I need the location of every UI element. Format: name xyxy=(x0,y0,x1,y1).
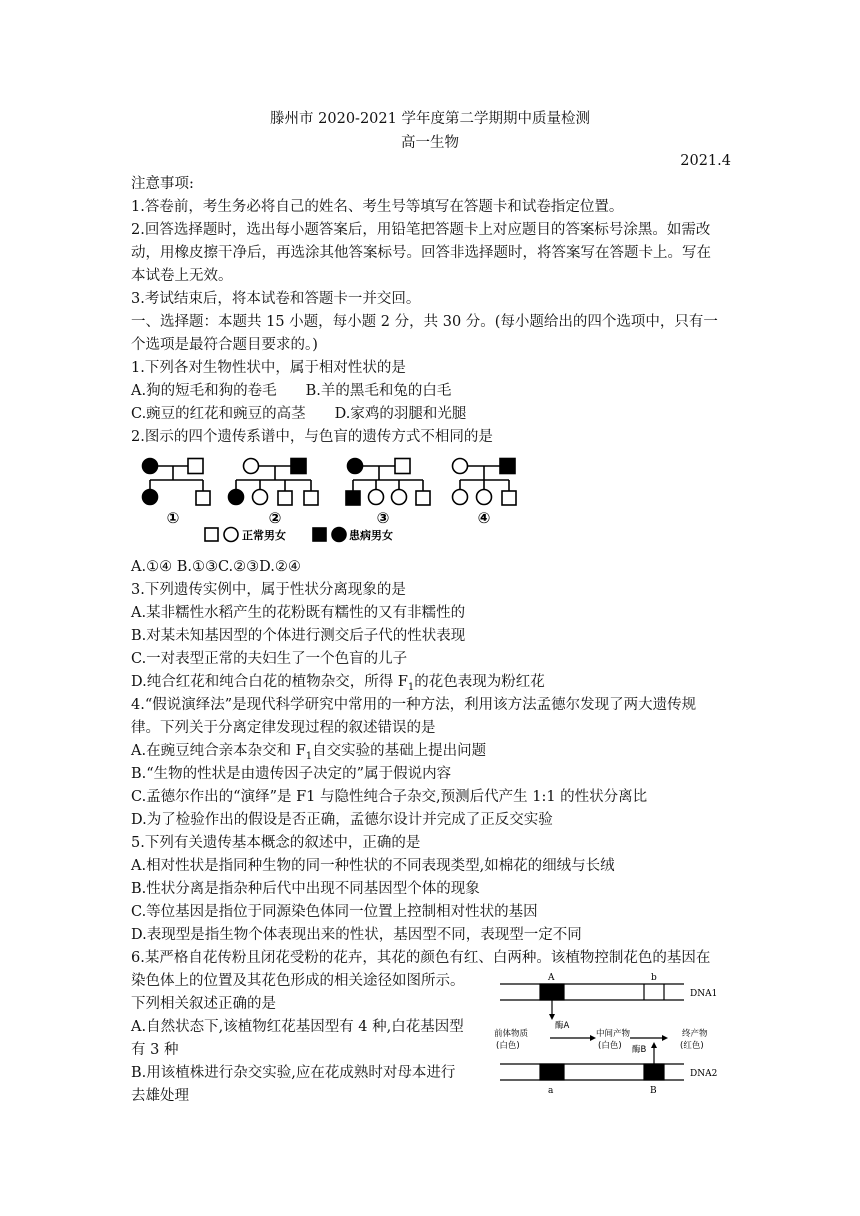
q2-options: A.①④ B.①③C.②③D.②④ xyxy=(131,559,301,575)
q6-stem-1: 6.某严格自花传粉且闭花受粉的花卉，其花的颜色有红、白两种。该植物控制花色的基因在 xyxy=(131,950,711,966)
intermediate-label: 中间产物 xyxy=(596,1029,631,1039)
gene-A-label: A xyxy=(548,973,555,983)
p1-daughter-affected xyxy=(143,490,158,505)
q5-option-a: A.相对性状是指同种生物的同一种性状的不同表现类型,如棉花的细绒与长绒 xyxy=(131,858,615,874)
exam-subject: 高一生物 xyxy=(401,135,459,151)
notice-item-1: 1.答卷前，考生务必将自己的姓名、考生号等填写在答题卡和试卷指定位置。 xyxy=(131,199,624,215)
p2-daughter-affected xyxy=(229,490,244,505)
exam-title: 滕州市 2020-2021 学年度第二学期期中质量检测 xyxy=(270,111,590,127)
section-heading-1: 一、选择题：本题共 15 小题，每小题 2 分，共 30 分。(每小题给出的四个选项中，只有一 xyxy=(131,314,718,330)
q4-stem-2: 律。下列关于分离定律发现过程的叙述错误的是 xyxy=(131,720,436,736)
notice-item-2b: 动，用橡皮擦干净后，再选涂其他答案标号。回答非选择题时，将答案写在答题卡上。写在 xyxy=(131,245,711,261)
q4-option-b: B.“生物的性状是由遗传因子决定的”属于假说内容 xyxy=(131,766,452,782)
legend-affected-male xyxy=(313,528,326,541)
pedigree-figure xyxy=(133,452,525,547)
section-heading-2: 个选项是最符合题目要求的。) xyxy=(131,337,318,353)
q6-option-b-1: B.用该植株进行杂交实验,应在花成熟时对母本进行 xyxy=(131,1065,456,1081)
pedigree-label-2: ② xyxy=(268,509,282,527)
p2-mother-normal xyxy=(244,459,259,474)
p2-son-normal-2 xyxy=(304,491,318,505)
q2-stem: 2.图示的四个遗传系谱中，与色盲的遗传方式不相同的是 xyxy=(131,429,493,445)
q5-option-b: B.性状分离是指杂种后代中出现不同基因型个体的现象 xyxy=(131,881,480,897)
p3-father-normal xyxy=(395,459,410,474)
p1-father-normal xyxy=(188,459,203,474)
p1-mother-affected xyxy=(143,459,158,474)
q4-option-a: A.在豌豆纯合亲本杂交和 $F_1$自交实验的基础上提出问题 xyxy=(131,743,487,762)
gene-A-block xyxy=(540,984,564,1000)
q4-stem-1: 4.“假说演绎法”是现代科学研究中常用的一种方法，利用该方法孟德尔发现了两大遗传规 xyxy=(131,697,697,713)
enzyme-A-label: 酶A xyxy=(555,1021,570,1031)
p4-father-affected xyxy=(500,459,515,474)
p2-daughter-normal-1 xyxy=(253,490,268,505)
p3-daughter-normal-2 xyxy=(392,490,407,505)
q3-option-c: C.一对表型正常的夫妇生了一个色盲的儿子 xyxy=(131,651,408,667)
dna2-label: DNA2 xyxy=(690,1069,718,1079)
q6-option-a-1: A.自然状态下,该植物红花基因型有 4 种,白花基因型 xyxy=(131,1019,464,1035)
q6-stem-2: 染色体上的位置及其花色形成的相关途径如图所示。 xyxy=(131,973,465,989)
legend-normal-male xyxy=(205,528,218,541)
final-product-color: (红色) xyxy=(680,1041,704,1051)
enzyme-B-label: 酶B xyxy=(632,1045,647,1055)
pedigree-label-1: ① xyxy=(166,509,180,527)
gene-b-label: b xyxy=(651,973,657,983)
q5-option-d: D.表现型是指生物个体表现出来的性状，基因型不同，表现型一定不同 xyxy=(131,927,582,943)
p3-son-affected xyxy=(346,491,360,505)
precursor-label: 前体物质 xyxy=(494,1029,529,1039)
precursor-color: (白色) xyxy=(496,1041,520,1051)
p4-son-normal xyxy=(502,491,516,505)
gene-pathway-figure xyxy=(492,968,732,1096)
q6-option-b-2: 去雄处理 xyxy=(131,1088,189,1104)
pedigree-label-3: ③ xyxy=(376,509,390,527)
p4-mother-normal xyxy=(453,459,468,474)
p4-daughter-normal-1 xyxy=(453,490,468,505)
p2-father-affected xyxy=(291,459,306,474)
gene-B-label: B xyxy=(650,1086,657,1096)
notice-item-2a: 2.回答选择题时，选出每小题答案后，用铅笔把答题卡上对应题目的答案标号涂黑。如需改 xyxy=(131,222,711,238)
legend-normal-female xyxy=(224,528,238,542)
notice-item-3: 3.考试结束后，将本试卷和答题卡一并交回。 xyxy=(131,291,421,307)
q1-options-ab: A.狗的短毛和狗的卷毛 B.羊的黑毛和兔的白毛 xyxy=(131,383,452,399)
q4-option-c: C.孟德尔作出的“演绎”是 F1 与隐性纯合子杂交,预测后代产生 1:1 的性状分离比 xyxy=(131,789,648,805)
q5-option-c: C.等位基因是指位于同源染色体同一位置上控制相对性状的基因 xyxy=(131,904,538,920)
q3-option-b: B.对某未知基因型的个体进行测交后子代的性状表现 xyxy=(131,628,466,644)
notice-heading: 注意事项: xyxy=(131,176,194,192)
legend-affected-female xyxy=(332,528,346,542)
q4-option-d: D.为了检验作出的假设是否正确，孟德尔设计并完成了正反交实验 xyxy=(131,812,553,828)
p3-daughter-normal-1 xyxy=(369,490,384,505)
p3-son-normal xyxy=(416,491,430,505)
q5-stem: 5.下列有关遗传基本概念的叙述中，正确的是 xyxy=(131,835,421,851)
gene-B-block xyxy=(644,1064,664,1080)
p4-daughter-normal-2 xyxy=(477,490,492,505)
q3-option-d: D.纯合红花和纯合白花的植物杂交，所得 $F_1$的花色表现为粉红花 xyxy=(131,674,545,693)
q6-option-a-2: 有 3 种 xyxy=(131,1042,179,1058)
p1-son-normal xyxy=(196,491,210,505)
q3-option-a: A.某非糯性水稻产生的花粉既有糯性的又有非糯性的 xyxy=(131,605,466,621)
notice-item-2c: 本试卷上无效。 xyxy=(131,268,233,284)
p2-son-normal xyxy=(278,491,292,505)
gene-a-label: a xyxy=(548,1086,554,1096)
final-product-label: 终产物 xyxy=(682,1029,708,1039)
q1-options-cd: C.豌豆的红花和豌豆的高茎 D.家鸡的羽腿和光腿 xyxy=(131,406,467,422)
gene-a-block xyxy=(540,1064,564,1080)
q6-stem-3: 下列相关叙述正确的是 xyxy=(131,996,276,1012)
pedigree-label-4: ④ xyxy=(477,509,491,527)
exam-date: 2021.4 xyxy=(680,153,731,169)
intermediate-color: (白色) xyxy=(598,1041,622,1051)
p3-mother-affected xyxy=(348,459,363,474)
dna1-label: DNA1 xyxy=(690,989,718,999)
legend-affected-text: 患病男女 xyxy=(349,529,393,542)
legend-normal-text: 正常男女 xyxy=(242,529,286,542)
q1-stem: 1.下列各对生物性状中，属于相对性状的是 xyxy=(131,360,406,376)
q3-stem: 3.下列遗传实例中，属于性状分离现象的是 xyxy=(131,582,406,598)
